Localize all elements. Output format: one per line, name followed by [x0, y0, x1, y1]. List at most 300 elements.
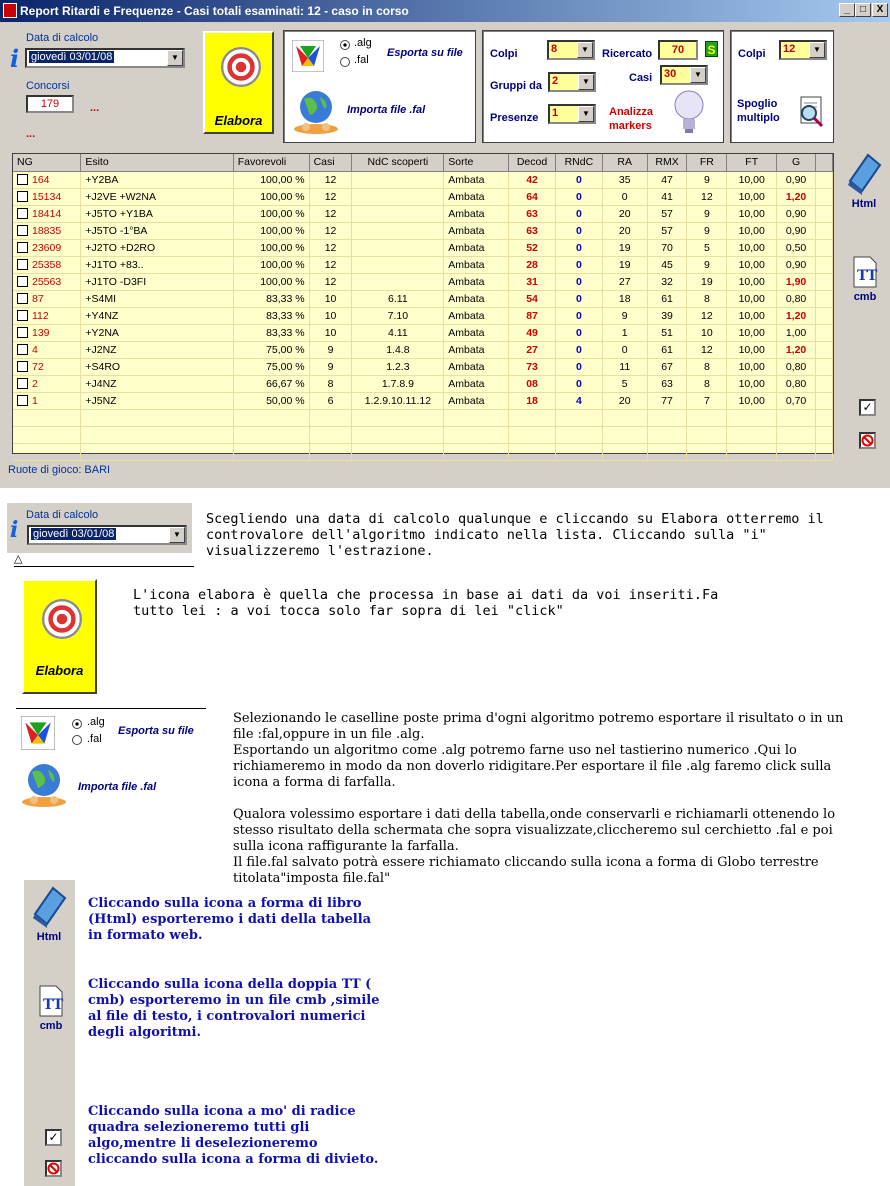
empty-row: [13, 426, 833, 443]
cell-ng[interactable]: [13, 171, 81, 188]
ng-value: 25358: [32, 258, 62, 271]
date-value: giovedì 03/01/08: [31, 51, 113, 63]
maximize-button[interactable]: □: [855, 3, 871, 17]
empty-cell: [13, 409, 81, 426]
cell-ng[interactable]: [13, 222, 81, 239]
elabora-label: Elabora: [214, 113, 263, 128]
col-header[interactable]: NG: [13, 154, 81, 171]
select-all-check-icon[interactable]: ✓: [859, 399, 876, 416]
cell-rndc: 4: [555, 392, 602, 409]
doc-paragraph-export-d: Il file.fal salvato potrà essere richiamato cliccando sulla icona a forma di Globo terrestre titolata"imposta file.fal": [233, 855, 819, 886]
cell-favorevoli: 100,00 %: [233, 171, 309, 188]
casi-label: Casi: [629, 72, 653, 84]
cell-rndc: 0: [555, 256, 602, 273]
empty-cell: [352, 426, 444, 443]
cell-ndc-scoperti: 1.2.9.10.11.12: [352, 392, 444, 409]
html-label: Html: [851, 198, 877, 210]
export-panel: [283, 30, 476, 143]
gruppi-label: Gruppi da: [490, 80, 542, 92]
table-row[interactable]: [13, 307, 833, 324]
cell-ft: 10,00: [727, 392, 777, 409]
doc-radio-alg: [72, 719, 82, 729]
table-row[interactable]: [13, 256, 833, 273]
empty-cell: [233, 409, 309, 426]
cell-fr: 8: [687, 358, 727, 375]
cell-casi: 12: [309, 239, 352, 256]
spoglio-colpi-label: Colpi: [738, 48, 766, 60]
svg-text:TT: TT: [43, 997, 64, 1013]
cell-fr: 7: [687, 392, 727, 409]
cell-decod: 87: [509, 307, 556, 324]
cell-sorte: Ambata: [444, 273, 509, 290]
row-checkbox[interactable]: [17, 259, 28, 270]
col-header[interactable]: Favorevoli: [233, 154, 309, 171]
cell-ng[interactable]: [13, 290, 81, 307]
cell-decod: 52: [509, 239, 556, 256]
cell-ra: 9: [602, 307, 647, 324]
row-spacer: [815, 341, 832, 358]
cell-favorevoli: 83,33 %: [233, 290, 309, 307]
cell-esito: +J2NZ: [81, 341, 233, 358]
cell-favorevoli: 75,00 %: [233, 341, 309, 358]
casi-value: 30: [664, 68, 677, 80]
table-row[interactable]: [13, 239, 833, 256]
doc-paragraph-export-c: Qualora volessimo esportare i dati della tabella,onde conservarli e richiamarli ottenendo lo stesso risultato della schermata che sopra visualizzate,cliccheremo sul cerchietto .fal e poi sulla icona raffigurante la farfalla.: [233, 807, 836, 854]
cell-ndc-scoperti: 6.11: [352, 290, 444, 307]
empty-cell: [815, 409, 832, 426]
cell-rndc: 0: [555, 375, 602, 392]
cell-rndc: 0: [555, 188, 602, 205]
row-spacer: [815, 273, 832, 290]
row-checkbox[interactable]: [17, 174, 28, 185]
cell-g: 1,20: [777, 307, 816, 324]
col-header[interactable]: Casi: [309, 154, 352, 171]
cell-ra: 19: [602, 256, 647, 273]
cell-decod: 28: [509, 256, 556, 273]
cell-ng[interactable]: [13, 392, 81, 409]
cell-casi: 12: [309, 171, 352, 188]
table-row[interactable]: [13, 358, 833, 375]
cell-g: 0,80: [777, 375, 816, 392]
cell-sorte: Ambata: [444, 341, 509, 358]
empty-cell: [555, 426, 602, 443]
row-checkbox[interactable]: [17, 242, 28, 253]
doc-paragraph-html: Cliccando sulla icona a forma di libro (Html) esporteremo i dati della tabella in formato web.: [88, 896, 372, 943]
cell-favorevoli: 83,33 %: [233, 307, 309, 324]
doc-date-panel: [7, 503, 192, 553]
cell-g: 0,90: [777, 256, 816, 273]
cell-ng[interactable]: [13, 188, 81, 205]
row-checkbox[interactable]: [17, 225, 28, 236]
cell-fr: 19: [687, 273, 727, 290]
empty-cell: [687, 443, 727, 460]
deselect-all-forbidden-icon[interactable]: [859, 432, 876, 449]
cell-favorevoli: 50,00 %: [233, 392, 309, 409]
title-bar: [0, 0, 890, 22]
import-file-link[interactable]: Importa file .fal: [347, 104, 426, 116]
cell-favorevoli: 83,33 %: [233, 324, 309, 341]
row-checkbox[interactable]: [17, 276, 28, 287]
cell-rmx: 47: [647, 171, 687, 188]
cell-favorevoli: 100,00 %: [233, 256, 309, 273]
empty-cell: [509, 426, 556, 443]
cell-ng[interactable]: [13, 375, 81, 392]
cell-decod: 27: [509, 341, 556, 358]
cell-rmx: 41: [647, 188, 687, 205]
cell-ra: 1: [602, 324, 647, 341]
info-icon[interactable]: i: [10, 44, 20, 73]
table-row[interactable]: [13, 290, 833, 307]
cell-decod: 64: [509, 188, 556, 205]
cell-esito: +Y2BA: [81, 171, 233, 188]
empty-cell: [687, 426, 727, 443]
ng-value: 18414: [32, 207, 62, 220]
radio-fal-label: .fal: [354, 54, 369, 66]
col-header[interactable]: FR: [687, 154, 727, 171]
empty-cell: [444, 426, 509, 443]
export-file-link[interactable]: Esporta su file: [387, 47, 463, 59]
cell-ng[interactable]: [13, 205, 81, 222]
table-row[interactable]: [13, 188, 833, 205]
chevron-down-icon[interactable]: ▼: [167, 50, 183, 66]
doc-elabora: [22, 579, 97, 694]
cell-sorte: Ambata: [444, 222, 509, 239]
cell-casi: 12: [309, 256, 352, 273]
table-row[interactable]: [13, 392, 833, 409]
empty-cell: [727, 443, 777, 460]
row-spacer: [815, 358, 832, 375]
cell-fr: 10: [687, 324, 727, 341]
cell-sorte: Ambata: [444, 239, 509, 256]
cell-ft: 10,00: [727, 341, 777, 358]
cell-fr: 9: [687, 171, 727, 188]
empty-cell: [444, 409, 509, 426]
doc-paragraph-export-b: Esportando un algoritmo come .alg potremo farne uso nel tastierino numerico .Qui lo richiameremo in modo da non doverlo ridigitare.Per esportare il file .alg faremo click sulla icona a forma di farfalla.: [233, 743, 832, 790]
cell-g: 0,80: [777, 290, 816, 307]
globe-icon[interactable]: [290, 89, 342, 135]
table-row[interactable]: [13, 222, 833, 239]
ricercato-field[interactable]: [658, 40, 698, 60]
empty-cell: [309, 443, 352, 460]
cell-ra: 20: [602, 392, 647, 409]
row-checkbox[interactable]: [17, 378, 28, 389]
cell-fr: 9: [687, 256, 727, 273]
table-row[interactable]: [13, 205, 833, 222]
cell-rmx: 45: [647, 256, 687, 273]
doc-paragraph-select: Cliccando sulla icona a mo' di radice quadra selezioneremo tutti gli algo,mentre li deselezioneremo cliccando sulla icona a forma di divieto.: [88, 1104, 379, 1167]
col-header[interactable]: Esito: [81, 154, 233, 171]
colpi-value: 8: [551, 43, 558, 55]
cell-esito: +S4MI: [81, 290, 233, 307]
cell-ng[interactable]: [13, 256, 81, 273]
chevron-down-icon[interactable]: ▼: [578, 74, 594, 90]
cell-decod: 42: [509, 171, 556, 188]
row-checkbox[interactable]: [17, 361, 28, 372]
cell-rmx: 77: [647, 392, 687, 409]
gruppi-value: 2: [552, 75, 559, 87]
params-panel: [482, 30, 724, 143]
cell-esito: +J5TO -1°BA: [81, 222, 233, 239]
minimize-button[interactable]: _: [839, 3, 855, 17]
lightbulb-icon[interactable]: [671, 89, 707, 137]
cell-esito: +J4NZ: [81, 375, 233, 392]
empty-cell: [815, 426, 832, 443]
empty-row: [13, 443, 833, 460]
chevron-down-icon[interactable]: ▼: [809, 42, 825, 58]
cell-ndc-scoperti: 7.10: [352, 307, 444, 324]
table-row[interactable]: [13, 375, 833, 392]
ng-value: 1: [32, 394, 38, 407]
cell-ra: 20: [602, 222, 647, 239]
pointer-arrow-icon: △: [14, 553, 23, 565]
col-header[interactable]: FT: [727, 154, 777, 171]
empty-cell: [352, 409, 444, 426]
cell-ndc-scoperti: [352, 239, 444, 256]
cell-casi: 12: [309, 222, 352, 239]
empty-cell: [777, 426, 816, 443]
cell-sorte: Ambata: [444, 392, 509, 409]
empty-cell: [555, 409, 602, 426]
doc-check-icon: ✓: [45, 1129, 62, 1146]
cell-decod: 73: [509, 358, 556, 375]
row-checkbox[interactable]: [17, 310, 28, 321]
cell-sorte: Ambata: [444, 205, 509, 222]
spoglio-multiplo-link[interactable]: Spoglio multiplo: [737, 98, 780, 124]
cell-rndc: 0: [555, 307, 602, 324]
casi-select[interactable]: [660, 65, 708, 85]
doc-date-select: [27, 525, 187, 545]
cell-ra: 20: [602, 205, 647, 222]
cell-ng[interactable]: [13, 324, 81, 341]
date-label: Data di calcolo: [26, 32, 99, 44]
doc-html-icon: [27, 884, 71, 943]
cell-esito: +J1TO -D3FI: [81, 273, 233, 290]
col-header[interactable]: Sorte: [444, 154, 509, 171]
butterfly-icon[interactable]: [292, 40, 324, 72]
concorsi-value: 179: [40, 98, 60, 110]
cell-ndc-scoperti: 1.7.8.9: [352, 375, 444, 392]
cmb-export-button[interactable]: [846, 256, 884, 303]
cell-ng[interactable]: [13, 239, 81, 256]
doc-date-label: Data di calcolo: [26, 509, 99, 521]
cell-g: 1,90: [777, 273, 816, 290]
cell-ft: 10,00: [727, 375, 777, 392]
cell-fr: 9: [687, 222, 727, 239]
chevron-down-icon[interactable]: ▼: [690, 67, 706, 83]
table-row[interactable]: [13, 273, 833, 290]
cell-fr: 5: [687, 239, 727, 256]
search-document-icon[interactable]: [795, 95, 827, 129]
row-spacer: [815, 324, 832, 341]
colpi-select[interactable]: [547, 40, 595, 60]
cell-g: 0,90: [777, 205, 816, 222]
cell-sorte: Ambata: [444, 290, 509, 307]
empty-cell: [81, 409, 233, 426]
target-icon: [42, 599, 82, 639]
cell-decod: 31: [509, 273, 556, 290]
doc-date-value: giovedì 03/01/08: [33, 528, 115, 540]
chevron-down-icon[interactable]: ▼: [578, 106, 594, 122]
row-spacer: [815, 290, 832, 307]
doc-export-label: Esporta su file: [118, 725, 194, 737]
concorsi-field[interactable]: [26, 95, 74, 113]
cell-ft: 10,00: [727, 273, 777, 290]
chevron-down-icon: ▼: [169, 527, 185, 543]
cell-ng[interactable]: [13, 307, 81, 324]
col-header[interactable]: Decod: [509, 154, 556, 171]
cell-decod: 49: [509, 324, 556, 341]
radio-alg[interactable]: [340, 40, 350, 50]
cell-fr: 12: [687, 188, 727, 205]
cell-ng[interactable]: [13, 358, 81, 375]
empty-cell: [509, 409, 556, 426]
cell-rndc: 0: [555, 222, 602, 239]
ng-value: 4: [32, 343, 38, 356]
cell-esito: +Y4NZ: [81, 307, 233, 324]
col-header-spacer: [815, 154, 832, 171]
row-spacer: [815, 205, 832, 222]
cell-favorevoli: 75,00 %: [233, 358, 309, 375]
close-button[interactable]: X: [872, 3, 888, 17]
cell-decod: 08: [509, 375, 556, 392]
empty-cell: [444, 443, 509, 460]
gruppi-select[interactable]: [548, 72, 596, 92]
ng-value: 23609: [32, 241, 62, 254]
col-header[interactable]: RNdC: [555, 154, 602, 171]
doc-cmb-icon: [32, 985, 70, 1032]
cell-ft: 10,00: [727, 358, 777, 375]
row-checkbox[interactable]: [17, 208, 28, 219]
empty-cell: [727, 409, 777, 426]
date-select[interactable]: [25, 48, 185, 68]
empty-row: [13, 409, 833, 426]
doc-radio-fal: [72, 735, 82, 745]
cell-favorevoli: 100,00 %: [233, 205, 309, 222]
ng-value: 112: [32, 309, 49, 322]
cell-ft: 10,00: [727, 290, 777, 307]
empty-cell: [555, 443, 602, 460]
dots-2: ...: [26, 128, 36, 140]
empty-cell: [727, 426, 777, 443]
s-button[interactable]: S: [705, 41, 718, 57]
cell-sorte: Ambata: [444, 375, 509, 392]
empty-cell: [647, 409, 687, 426]
target-icon: [221, 47, 261, 87]
cmb-label: cmb: [853, 291, 877, 303]
ng-value: 139: [32, 326, 50, 339]
analizza-markers-link[interactable]: Analizza markers: [609, 106, 654, 132]
chevron-down-icon[interactable]: ▼: [577, 42, 593, 58]
row-checkbox[interactable]: [17, 293, 28, 304]
row-checkbox[interactable]: [17, 395, 28, 406]
cell-ng[interactable]: [13, 273, 81, 290]
html-export-button[interactable]: [842, 151, 886, 210]
cell-ndc-scoperti: 1.2.3: [352, 358, 444, 375]
cell-casi: 8: [309, 375, 352, 392]
doc-html-label: Html: [36, 931, 62, 943]
doc-import-label: Importa file .fal: [78, 781, 157, 793]
cell-fr: 9: [687, 205, 727, 222]
row-checkbox[interactable]: [17, 327, 28, 338]
presenze-label: Presenze: [490, 112, 539, 124]
table-row[interactable]: [13, 171, 833, 188]
col-header[interactable]: RA: [602, 154, 647, 171]
cell-ndc-scoperti: [352, 188, 444, 205]
cell-ra: 0: [602, 341, 647, 358]
cell-favorevoli: 100,00 %: [233, 273, 309, 290]
table-row[interactable]: [13, 324, 833, 341]
row-spacer: [815, 222, 832, 239]
empty-cell: [233, 426, 309, 443]
spoglio-colpi-select[interactable]: [779, 40, 827, 60]
cell-g: 1,20: [777, 188, 816, 205]
cell-g: 0,70: [777, 392, 816, 409]
cell-casi: 9: [309, 358, 352, 375]
cell-ra: 27: [602, 273, 647, 290]
row-spacer: [815, 171, 832, 188]
app-icon: [3, 3, 17, 18]
cell-g: 0,50: [777, 239, 816, 256]
col-header[interactable]: RMX: [647, 154, 687, 171]
cell-sorte: Ambata: [444, 358, 509, 375]
table-row[interactable]: [13, 341, 833, 358]
empty-cell: [647, 443, 687, 460]
cell-fr: 12: [687, 307, 727, 324]
cell-ndc-scoperti: [352, 171, 444, 188]
cell-ra: 5: [602, 375, 647, 392]
cell-ra: 18: [602, 290, 647, 307]
spoglio-panel: [730, 30, 834, 143]
cell-ng[interactable]: [13, 341, 81, 358]
cell-sorte: Ambata: [444, 188, 509, 205]
radio-fal[interactable]: [340, 57, 350, 67]
empty-cell: [81, 443, 233, 460]
doc-paragraph-elabora: L'icona elabora è quella che processa in base ai dati da voi inseriti.Fa tutto lei : a voi tocca solo far sopra di lei "click": [133, 587, 719, 619]
cell-rndc: 0: [555, 273, 602, 290]
empty-cell: [233, 443, 309, 460]
doc-radio-alg-label: .alg: [87, 716, 105, 728]
divider: [16, 708, 206, 709]
ng-value: 18835: [32, 224, 62, 237]
cell-ra: 0: [602, 188, 647, 205]
cell-g: 1,20: [777, 341, 816, 358]
row-spacer: [815, 307, 832, 324]
cell-rndc: 0: [555, 239, 602, 256]
ng-value: 2: [32, 377, 38, 390]
empty-cell: [815, 443, 832, 460]
row-checkbox[interactable]: [17, 344, 28, 355]
cell-decod: 54: [509, 290, 556, 307]
window-title: Report Ritardi e Frequenze - Casi totali esaminati: 12 - caso in corso: [20, 4, 409, 18]
row-spacer: [815, 188, 832, 205]
ng-value: 25563: [32, 275, 62, 288]
cell-ft: 10,00: [727, 307, 777, 324]
col-header[interactable]: NdC scoperti: [352, 154, 444, 171]
empty-cell: [602, 443, 647, 460]
ng-value: 164: [32, 173, 50, 186]
cell-rmx: 57: [647, 205, 687, 222]
col-header[interactable]: G: [777, 154, 816, 171]
cell-ra: 19: [602, 239, 647, 256]
cell-g: 0,80: [777, 358, 816, 375]
cell-sorte: Ambata: [444, 307, 509, 324]
elabora-button[interactable]: [203, 31, 274, 134]
row-checkbox[interactable]: [17, 191, 28, 202]
cell-casi: 10: [309, 290, 352, 307]
doc-paragraph-cmb: Cliccando sulla icona della doppia TT ( cmb) esporteremo in un file cmb ,simile al file di testo, i controvalori numerici degli algoritmi.: [88, 977, 380, 1040]
presenze-select[interactable]: [548, 104, 596, 124]
cell-rndc: 0: [555, 341, 602, 358]
